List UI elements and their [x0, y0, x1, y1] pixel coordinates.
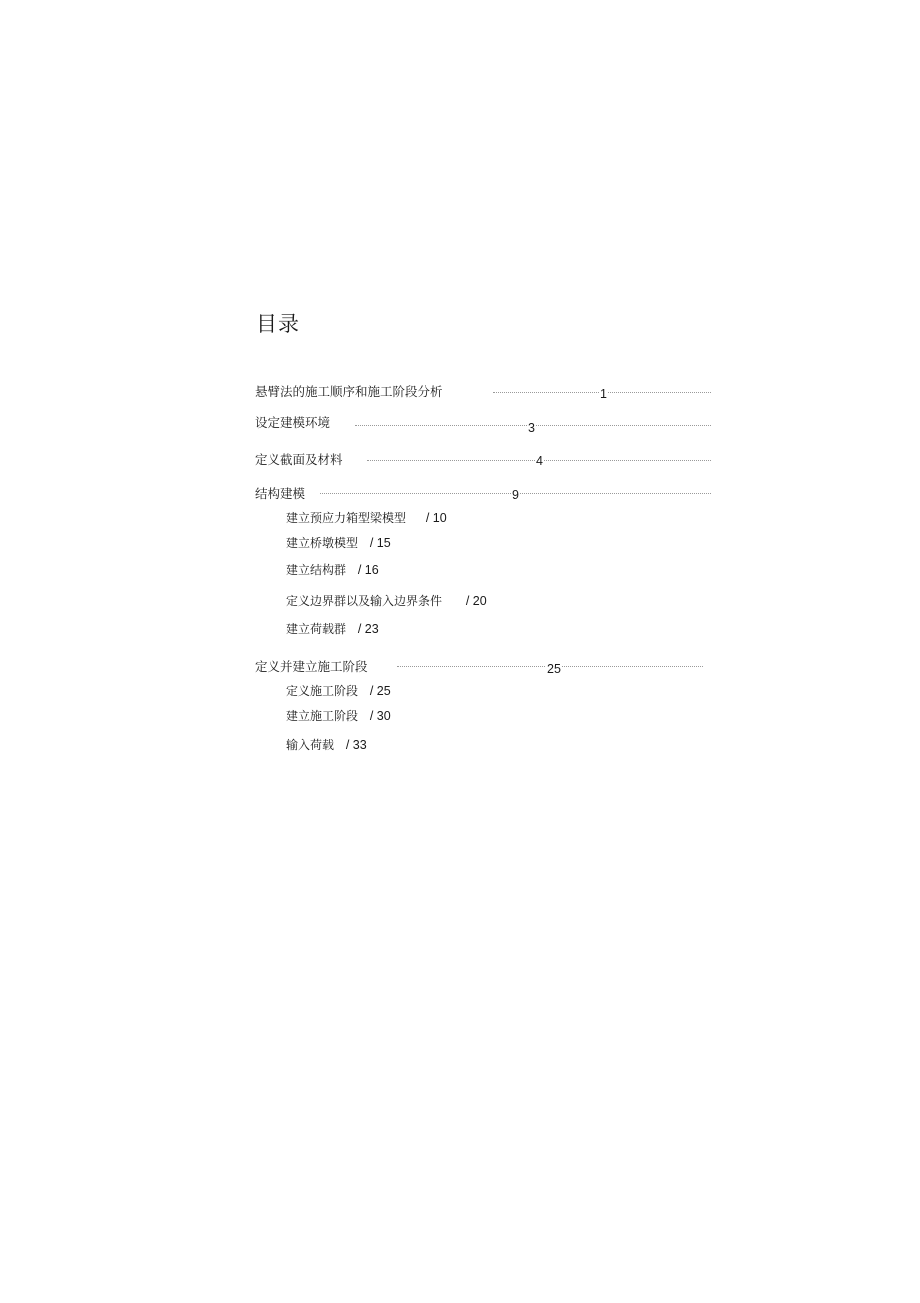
- toc-subentry-page: / 33: [345, 738, 367, 752]
- toc-subentry-page: / 10: [425, 511, 447, 525]
- toc-subentry-label: 定义施工阶段: [286, 684, 359, 698]
- toc-subentry[interactable]: [286, 534, 391, 552]
- toc-subentry-label: 输入荷载: [286, 738, 335, 752]
- toc-entry-page: 4: [535, 451, 544, 471]
- toc-subentry-label: 建立预应力箱型梁模型: [286, 511, 407, 525]
- toc-subentry-page: / 25: [369, 684, 391, 698]
- toc-subentry-page: / 20: [465, 594, 487, 608]
- toc-subentry[interactable]: [286, 561, 379, 579]
- toc-entry-page: 25: [546, 659, 562, 679]
- toc-entry-label: 结构建模: [255, 486, 306, 501]
- toc-entry[interactable]: [255, 413, 715, 433]
- toc-entry-label: 定义并建立施工阶段: [255, 659, 368, 674]
- toc-subentry-label: 建立施工阶段: [286, 709, 359, 723]
- toc-subentry-page: / 30: [369, 709, 391, 723]
- toc-subentry-label: 建立结构群: [286, 563, 347, 577]
- toc-subentry-label: 定义边界群以及输入边界条件: [286, 594, 443, 608]
- toc-subentry-page: / 15: [369, 536, 391, 550]
- toc-subentry-label: 建立荷载群: [286, 622, 347, 636]
- toc-entry-label: 悬臂法的施工顺序和施工阶段分析: [255, 384, 443, 399]
- toc-subentry[interactable]: [286, 620, 379, 638]
- toc-subentry[interactable]: [286, 682, 391, 700]
- toc-subentry-label: 建立桥墩模型: [286, 536, 359, 550]
- toc-entry-label: 设定建模环境: [255, 415, 331, 430]
- toc-entry-page: 9: [511, 485, 520, 505]
- toc-entry[interactable]: [255, 657, 715, 677]
- toc-subentry[interactable]: [286, 736, 367, 754]
- toc-subentry-page: / 16: [357, 563, 379, 577]
- toc-title: 目录: [256, 312, 300, 336]
- toc-entry[interactable]: [255, 484, 715, 504]
- toc-entry-page: 1: [599, 384, 608, 404]
- toc-subentry[interactable]: [286, 592, 487, 610]
- toc-subentry[interactable]: [286, 707, 391, 725]
- toc-subentry-page: / 23: [357, 622, 379, 636]
- toc-entry-page: 3: [527, 418, 536, 438]
- toc-entry-label: 定义截面及材料: [255, 452, 343, 467]
- toc-subentry[interactable]: [286, 509, 447, 527]
